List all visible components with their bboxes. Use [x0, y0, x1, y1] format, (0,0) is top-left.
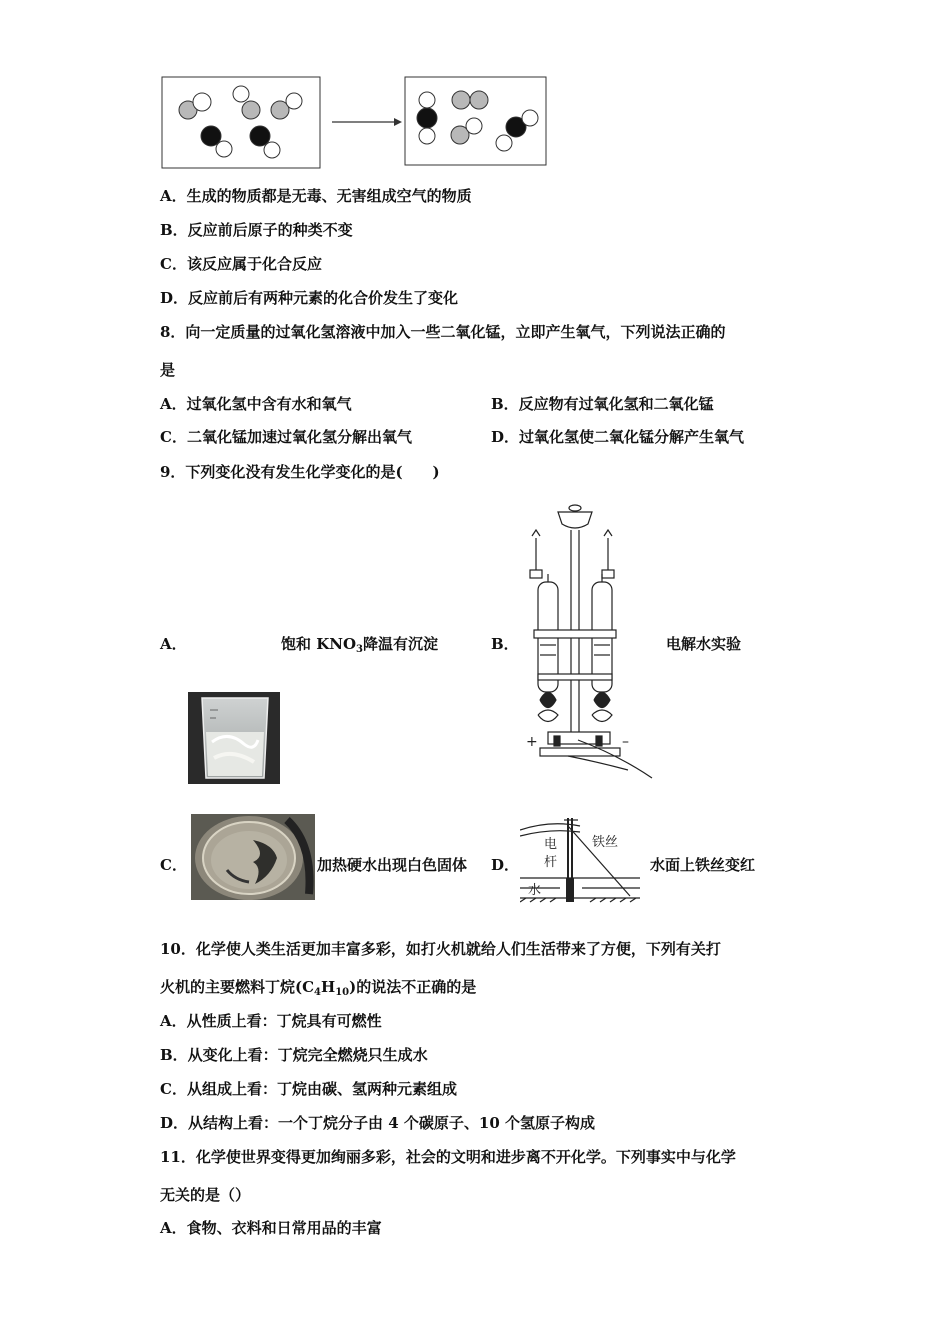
reaction-diagram: [158, 74, 550, 170]
q11-stem-line1: 11．化学使世界变得更加绚丽多彩，社会的文明和进步离不开化学。下列事实中与化学: [160, 1148, 736, 1166]
q9-option-d-letter: D．: [491, 856, 520, 874]
q10-sub-carbon: 4: [314, 987, 322, 998]
q9-option-b-text: 电解水实验: [666, 635, 742, 653]
q9-option-a-letter: A．: [160, 635, 187, 653]
hard-water-dish-photo: [191, 814, 315, 900]
water-label: 水: [528, 883, 542, 898]
q7-option-c: C．该反应属于化合反应: [160, 255, 322, 273]
iron-wire-label: 铁丝: [592, 835, 619, 850]
q11-option-a: A．食物、衣料和日常用品的丰富: [160, 1219, 382, 1237]
q9-option-a-text: [281, 634, 438, 660]
q10-stem-mid: H: [321, 978, 336, 996]
q9-a-text-post: 降温有沉淀: [363, 635, 439, 653]
q7-option-d: D．反应前后有两种元素的化合价发生了变化: [160, 289, 459, 307]
q10-option-d: D．从结构上看：一个丁烷分子由 4 个碳原子、10 个氢原子构成: [160, 1114, 595, 1132]
q10-option-c: C．从组成上看：丁烷由碳、氢两种元素组成: [160, 1080, 457, 1098]
pole-label-1: 电: [544, 837, 558, 852]
q8-option-a: A．过氧化氢中含有水和氧气: [160, 395, 352, 413]
beaker-precipitate-photo: [188, 692, 280, 784]
pole-iron-wire-figure: [520, 816, 645, 904]
q9-option-b-letter: B．: [491, 635, 519, 653]
q10-option-a: A．从性质上看：丁烷具有可燃性: [160, 1012, 382, 1030]
q9-option-c-letter: C．: [160, 856, 187, 874]
q9-option-c-text: 加热硬水出现白色固体: [317, 856, 468, 874]
q10-stem-pre: 火机的主要燃料丁烷(C: [160, 978, 315, 996]
q8-stem-line2: 是: [160, 361, 176, 379]
q10-stem-post: )的说法不正确的是: [349, 978, 477, 996]
q8-option-c: C．二氧化锰加速过氧化氢分解出氧气: [160, 428, 412, 446]
pole-label-2: 杆: [544, 855, 558, 870]
positive-terminal-label: +: [526, 734, 538, 750]
negative-terminal-label: –: [622, 734, 629, 750]
q10-stem-line2: [160, 977, 476, 1003]
q9-option-d-text: 水面上铁丝变红: [650, 856, 756, 874]
q8-option-b: B．反应物有过氧化氢和二氧化锰: [491, 395, 714, 413]
q10-option-b: B．从变化上看：丁烷完全燃烧只生成水: [160, 1046, 428, 1064]
q9-stem: 9．下列变化没有发生化学变化的是( ): [160, 463, 440, 481]
q10-stem-line1: 10．化学使人类生活更加丰富多彩，如打火机就给人们生活带来了方便，下列有关打: [160, 940, 721, 958]
q7-option-b: B．反应前后原子的种类不变: [160, 221, 353, 239]
product-molecule: [417, 92, 437, 144]
q7-option-a: A．生成的物质都是无毒、无害组成空气的物质: [160, 187, 472, 205]
q11-stem-line2: 无关的是（）: [160, 1186, 251, 1204]
q9-a-text-pre: 饱和 KNO: [281, 635, 357, 653]
q8-stem-line1: 8．向一定质量的过氧化氢溶液中加入一些二氧化锰，立即产生氧气，下列说法正确的: [160, 323, 726, 341]
q10-sub-hydrogen: 10: [335, 987, 350, 998]
q8-option-d: D．过氧化氢使二氧化锰分解产生氧气: [491, 428, 745, 446]
electrolysis-apparatus-figure: [518, 500, 660, 780]
q9-a-subscript: 3: [356, 644, 364, 655]
